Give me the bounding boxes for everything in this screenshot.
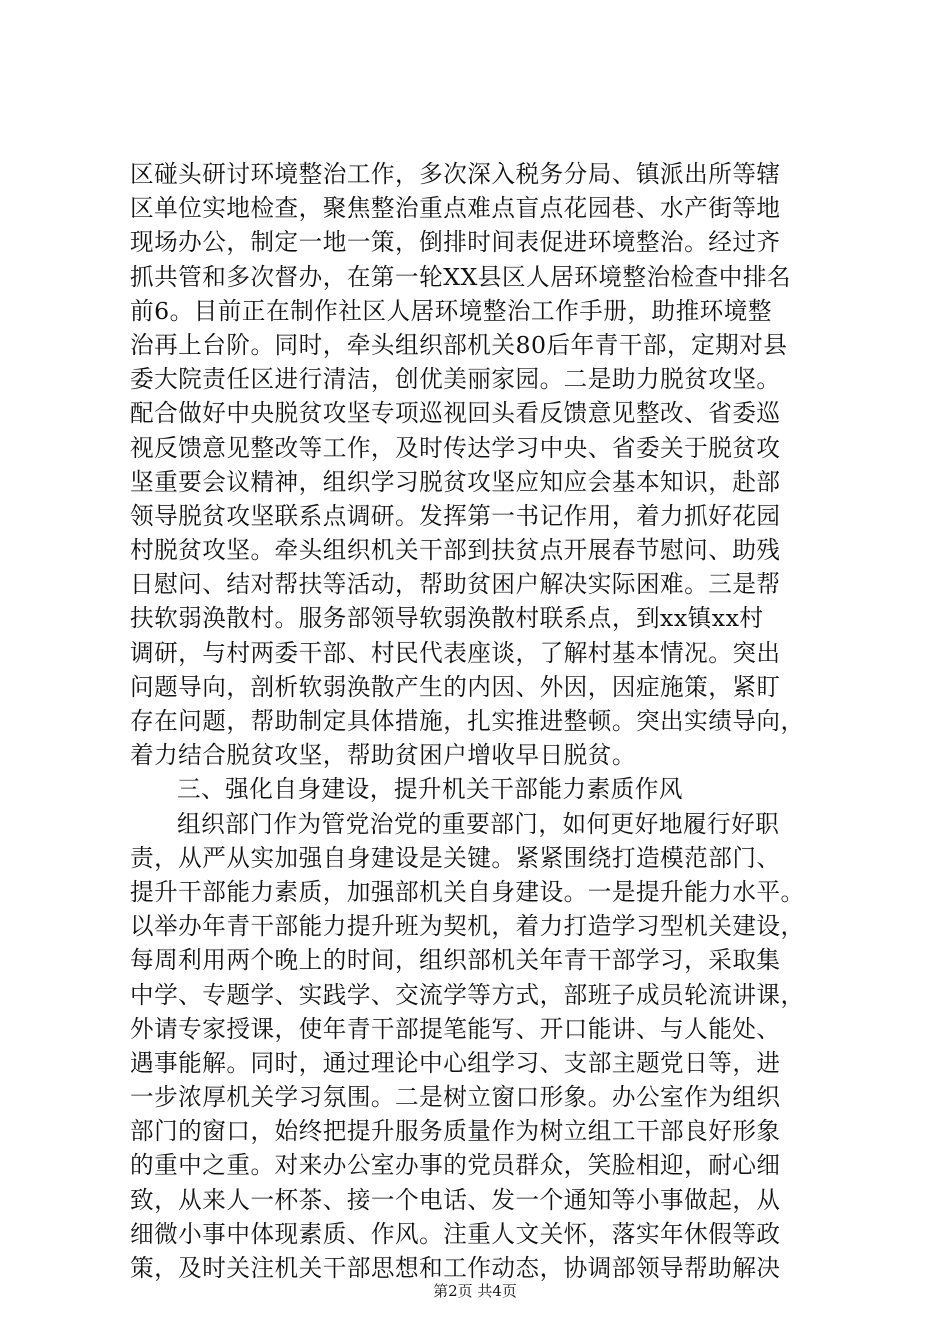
text-line: 中学、专题学、实践学、交流学等方式，部班子成员轮流讲课， (130, 980, 805, 1009)
text-line: 调研，与村两委干部、村民代表座谈，了解村基本情况。突出 (130, 638, 781, 667)
text-line: 区单位实地检查，聚焦整治重点难点盲点花园巷、水产街等地 (130, 194, 781, 223)
text-line: 存在问题，帮助制定具体措施，扎实推进整顿。突出实绩导向， (130, 707, 805, 735)
text-line: 每周利用两个晚上的时间，组织部机关年青干部学习，采取集 (130, 946, 781, 975)
text-line: 领导脱贫攻坚联系点调研。发挥第一书记作用，着力抓好花园 (130, 501, 781, 530)
text-line: 着力结合脱贫攻坚，帮助贫困户增收早日脱贫。 (130, 741, 636, 770)
text-line: 村脱贫攻坚。牵头组织机关干部到扶贫点开展春节慰问、助残 (130, 536, 781, 565)
text-line: 日慰问、结对帮扶等活动，帮助贫困户解决实际困难。三是帮 (130, 570, 781, 599)
text-line: 坚重要会议精神，组织学习脱贫攻坚应知应会基本知识，赴部 (130, 467, 781, 496)
text-line: 视反馈意见整改等工作，及时传达学习中央、省委关于脱贫攻 (130, 433, 781, 462)
text-line: 问题导向，剖析软弱涣散产生的内因、外因，因症施策，紧盯 (130, 672, 781, 701)
text-line: 提升干部能力素质，加强部机关自身建设。一是提升能力水平。 (130, 877, 805, 906)
text-line: 配合做好中央脱贫攻坚专项巡视回头看反馈意见整改、省委巡 (130, 399, 781, 428)
text-line: 委大院责任区进行清洁，创优美丽家园。二是助力脱贫攻坚。 (130, 365, 781, 394)
text-line: 细微小事中体现素质、作风。注重人文关怀，落实年休假等政 (130, 1219, 781, 1248)
text-line: 遇事能解。同时，通过理论中心组学习、支部主题党日等，进 (130, 1048, 781, 1077)
text-line: 责，从严从实加强自身建设是关键。紧紧围绕打造模范部门、 (130, 843, 781, 872)
page-footer: 第2页 共4页 (433, 1282, 517, 1300)
text-line: 扶软弱涣散村。服务部领导软弱涣散村联系点，到xx镇xx村 (130, 604, 764, 633)
text-line: 前6。目前正在制作社区人居环境整治工作手册，助推环境整 (130, 296, 772, 325)
text-line: 现场办公，制定一地一策，倒排时间表促进环境整治。经过齐 (130, 228, 781, 257)
section-heading: 三、强化自身建设，提升机关干部能力素质作风 (177, 775, 683, 804)
text-line: 外请专家授课，使年青干部提笔能写、开口能讲、与人能处、 (130, 1014, 781, 1043)
text-line: 组织部门作为管党治党的重要部门，如何更好地履行好职 (177, 809, 780, 838)
text-line: 区碰头研讨环境整治工作，多次深入税务分局、镇派出所等辖 (130, 160, 781, 188)
text-line: 抓共管和多次督办，在第一轮XX县区人居环境整治检查中排名 (130, 262, 792, 291)
text-line: 的重中之重。对来办公室办事的党员群众，笑脸相迎，耐心细 (130, 1151, 781, 1180)
text-line: 一步浓厚机关学习氛围。二是树立窗口形象。办公室作为组织 (130, 1083, 781, 1112)
document-body (130, 157, 830, 1285)
text-line: 治再上台阶。同时，牵头组织部机关80后年青干部，定期对县 (130, 330, 788, 359)
text-line: 致，从来人一杯茶、接一个电话、发一个通知等小事做起，从 (130, 1185, 781, 1214)
text-line: 策，及时关注机关干部思想和工作动态，协调部领导帮助解决 (130, 1254, 781, 1282)
text-line: 部门的窗口，始终把提升服务质量作为树立组工干部良好形象 (130, 1117, 781, 1146)
text-line: 以举办年青干部能力提升班为契机，着力打造学习型机关建设， (130, 912, 805, 941)
